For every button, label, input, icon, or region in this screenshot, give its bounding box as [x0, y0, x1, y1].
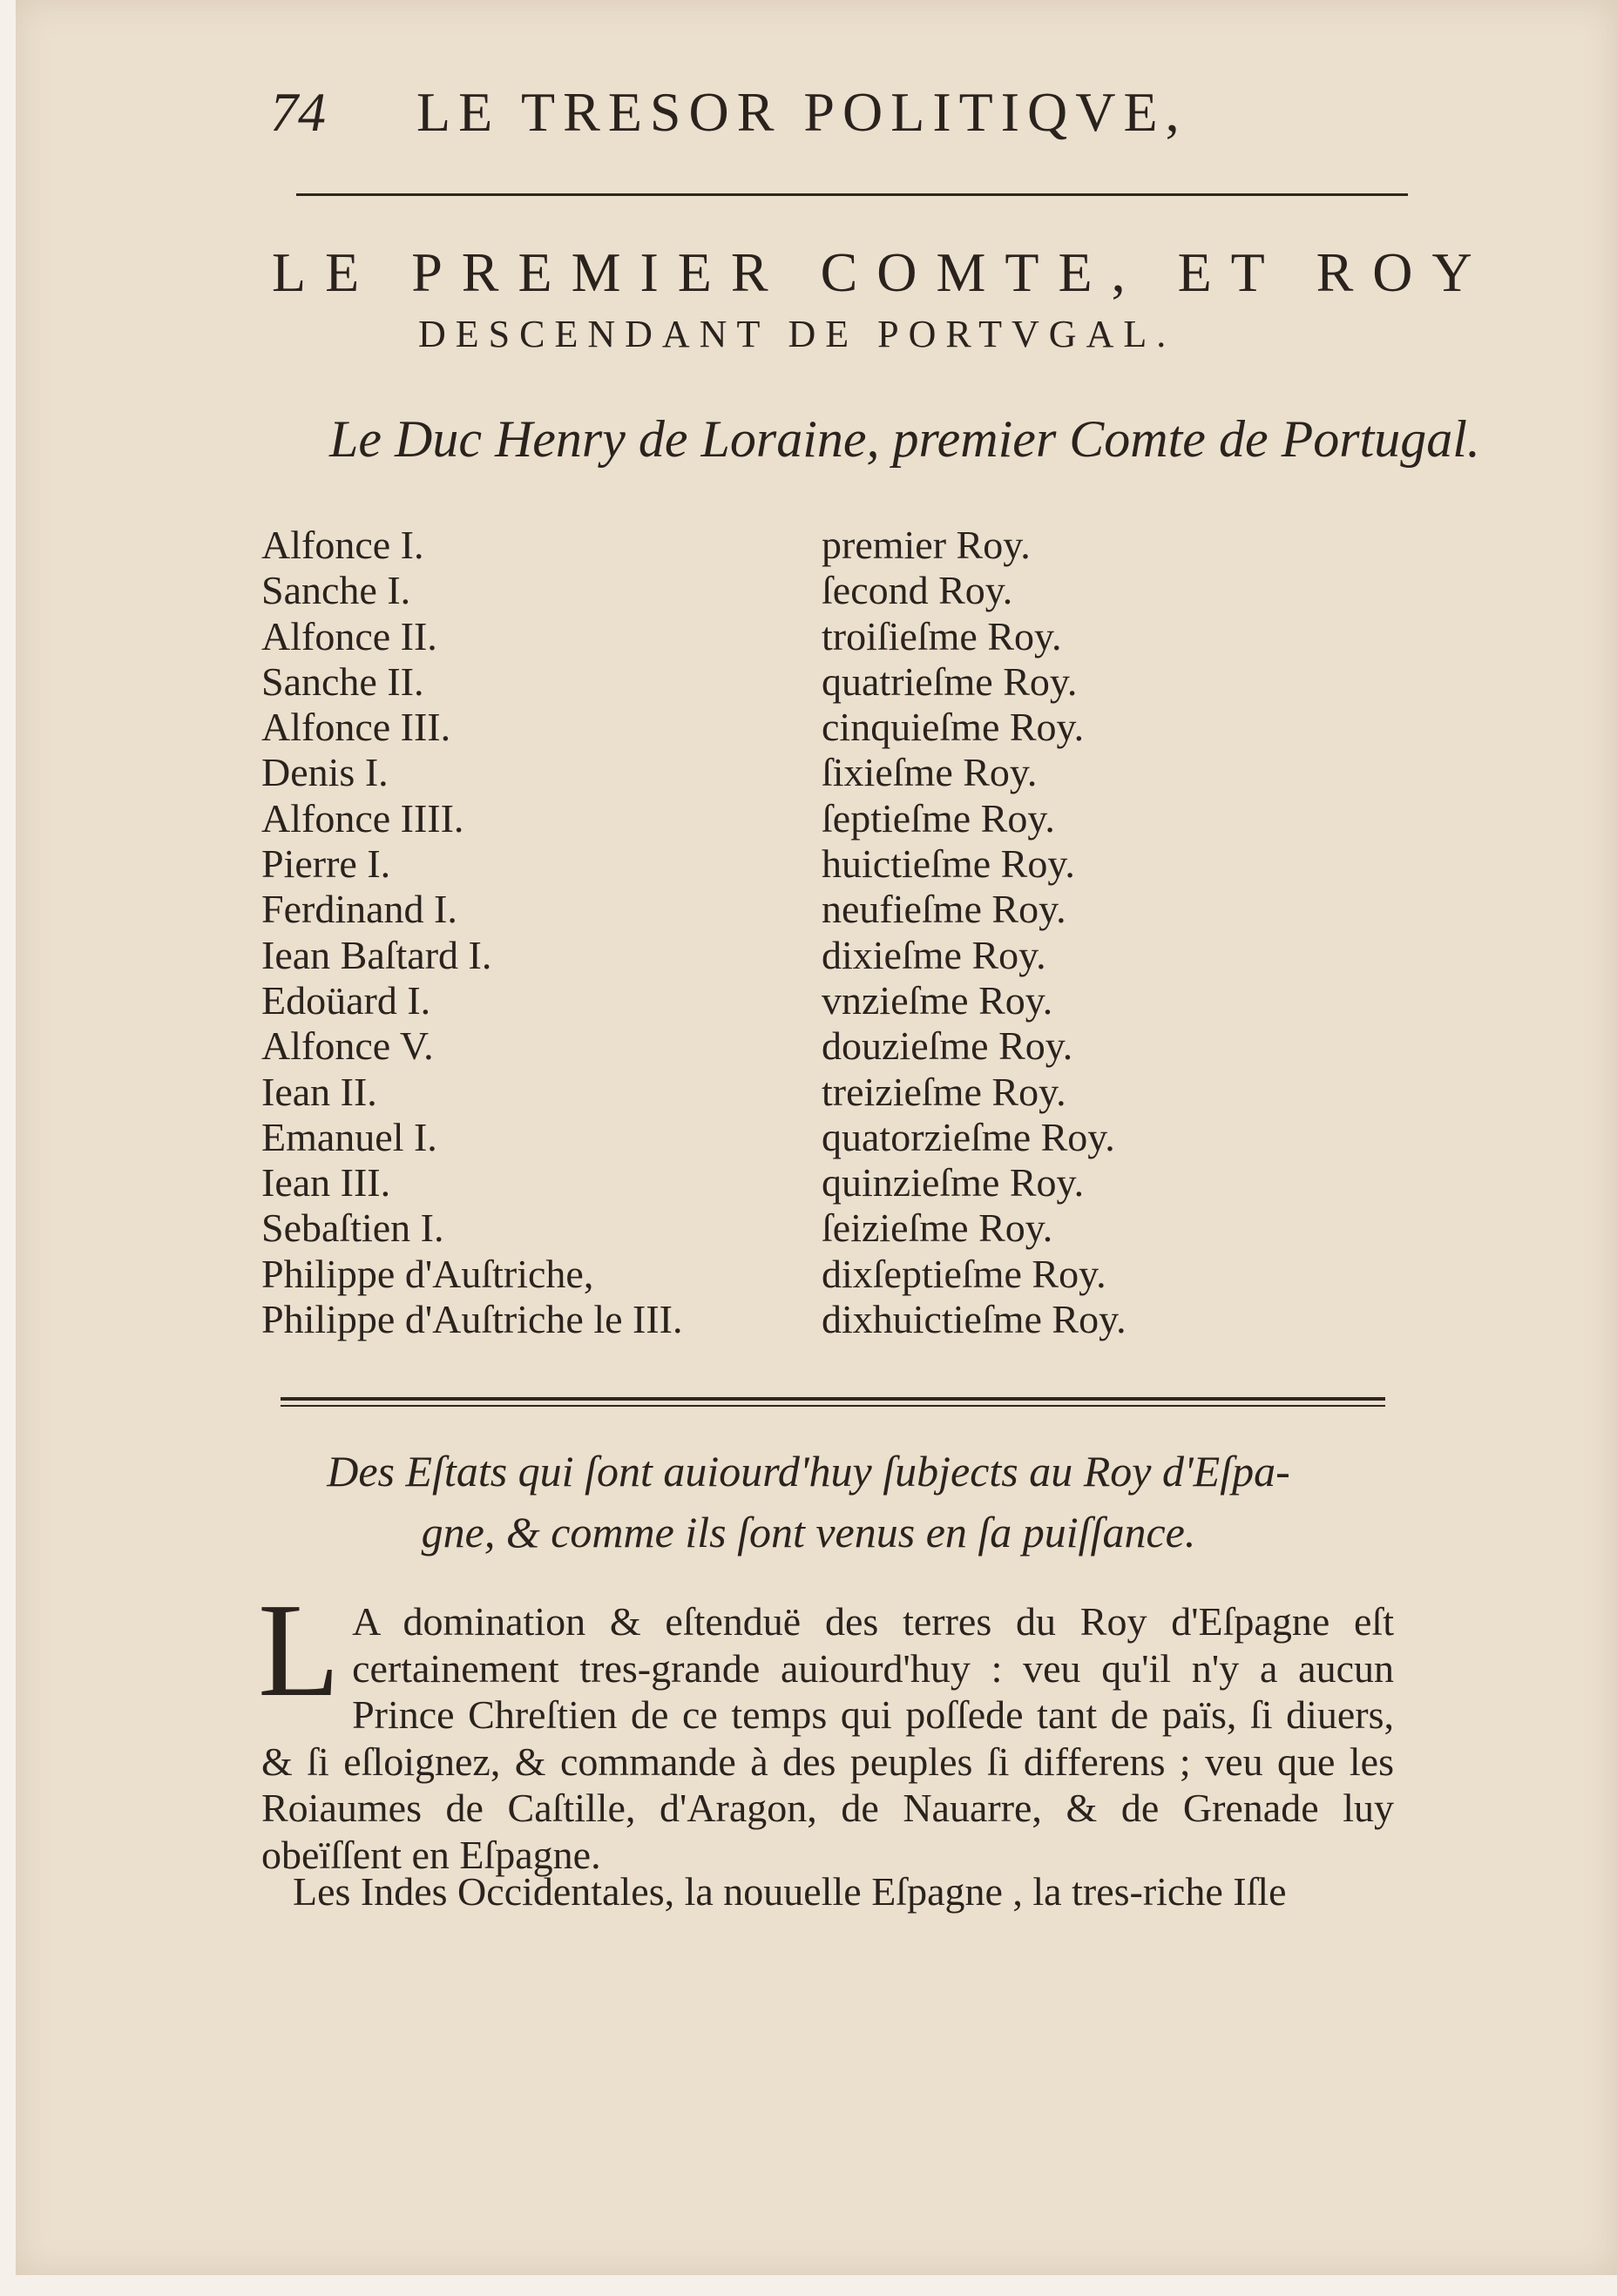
king-row — [261, 1115, 1220, 1160]
king-name: Philippe d'Auſtriche le III. — [261, 1297, 683, 1342]
king-row — [261, 659, 1220, 705]
king-ordinal: ſeizieſme Roy. — [822, 1205, 1053, 1251]
king-name: Philippe d'Auſtriche, — [261, 1251, 594, 1296]
king-name: Alfonce III. — [261, 705, 451, 750]
section-subheading: Le Duc Henry de Loraine, premier Comte de Portugal. — [329, 410, 1480, 468]
king-ordinal: vnzieſme Roy. — [822, 977, 1053, 1023]
section-title-line1: Des Eſtats qui ſont auiourd'huy ſubjects au Roy d'Eſpa- — [327, 1447, 1290, 1496]
king-name: Pierre I. — [261, 841, 391, 887]
running-head — [270, 80, 1187, 145]
section-divider — [281, 1397, 1385, 1407]
king-ordinal: cinquieſme Roy. — [822, 705, 1085, 750]
king-row — [261, 568, 1220, 613]
king-ordinal: ſecond Roy. — [822, 568, 1013, 613]
king-name: Emanuel I. — [261, 1114, 437, 1159]
king-name: Alfonce I. — [261, 523, 424, 567]
king-name: Denis I. — [261, 750, 389, 795]
king-row — [261, 523, 1220, 568]
drop-cap: L — [258, 1577, 341, 1725]
king-ordinal: neufieſme Roy. — [822, 887, 1066, 932]
king-name: Iean III. — [261, 1160, 391, 1205]
king-row — [261, 796, 1220, 841]
king-row — [261, 614, 1220, 659]
king-row — [261, 933, 1220, 978]
paragraph-text: A domination & eſtenduë des terres du Roy d'Eſpagne eſt certainement tres-grande auiourd'huy : veu qu'il n'y a aucun Prince Chreſtien de ce temps qui poſſede tant de païs, ſi diuers, & ſi eſloignez, & commande à des peuples ſi differens ; veu que les Roiaumes de Caſtille, d'Aragon, de Nauarre, & de Grenade luy obeïſſent en Eſpagne. — [261, 1599, 1394, 1877]
king-row — [261, 1160, 1220, 1205]
king-name: Alfonce IIII. — [261, 795, 464, 841]
king-row — [261, 1205, 1220, 1251]
king-row — [261, 705, 1220, 750]
king-name: Alfonce V. — [261, 1023, 434, 1069]
king-name: Sanche I. — [261, 568, 411, 613]
king-name: Iean Baſtard I. — [261, 932, 492, 977]
king-row — [261, 841, 1220, 887]
king-ordinal: dixſeptieſme Roy. — [822, 1251, 1106, 1296]
king-row — [261, 978, 1220, 1023]
king-name: Alfonce II. — [261, 613, 437, 658]
kings-list — [261, 523, 1220, 1342]
king-name: Edoüard I. — [261, 977, 431, 1023]
king-ordinal: premier Roy. — [822, 523, 1031, 567]
king-name: Sebaſtien I. — [261, 1205, 444, 1251]
section-heading-line2: DESCENDANT DE PORTVGAL. — [418, 313, 1176, 355]
king-row — [261, 1252, 1220, 1297]
king-ordinal: quatorzieſme Roy. — [822, 1114, 1115, 1159]
king-row — [261, 1023, 1220, 1069]
king-name: Sanche II. — [261, 658, 424, 704]
king-name: Iean II. — [261, 1069, 377, 1114]
body-paragraph-1 — [258, 1577, 1394, 1878]
running-title: LE TRESOR POLITIQVE, — [416, 81, 1187, 143]
page-number: 74 — [270, 81, 326, 143]
section-title-line2: gne, & comme ils ſont venus en ſa puiſſance. — [421, 1508, 1196, 1557]
king-ordinal: quatrieſme Roy. — [822, 658, 1078, 704]
king-row — [261, 750, 1220, 795]
king-ordinal: dixhuictieſme Roy. — [822, 1297, 1126, 1342]
king-row — [261, 1070, 1220, 1115]
king-ordinal: quinzieſme Roy. — [822, 1160, 1085, 1205]
king-ordinal: treizieſme Roy. — [822, 1069, 1066, 1114]
king-ordinal: douzieſme Roy. — [822, 1023, 1073, 1069]
section-heading-line1: LE PREMIER COMTE, ET ROY — [272, 241, 1492, 303]
king-row — [261, 887, 1220, 932]
king-row — [261, 1297, 1220, 1342]
body-paragraph-2: Les Indes Occidentales, la nouuelle Eſpagne , la tres-riche Iſle — [293, 1869, 1287, 1914]
king-name: Ferdinand I. — [261, 887, 457, 932]
king-ordinal: huictieſme Roy. — [822, 841, 1075, 887]
king-ordinal: ſeptieſme Roy. — [822, 795, 1055, 841]
king-ordinal: troiſieſme Roy. — [822, 613, 1062, 658]
header-rule — [296, 193, 1408, 196]
king-ordinal: dixieſme Roy. — [822, 932, 1046, 977]
king-ordinal: ſixieſme Roy. — [822, 750, 1038, 795]
